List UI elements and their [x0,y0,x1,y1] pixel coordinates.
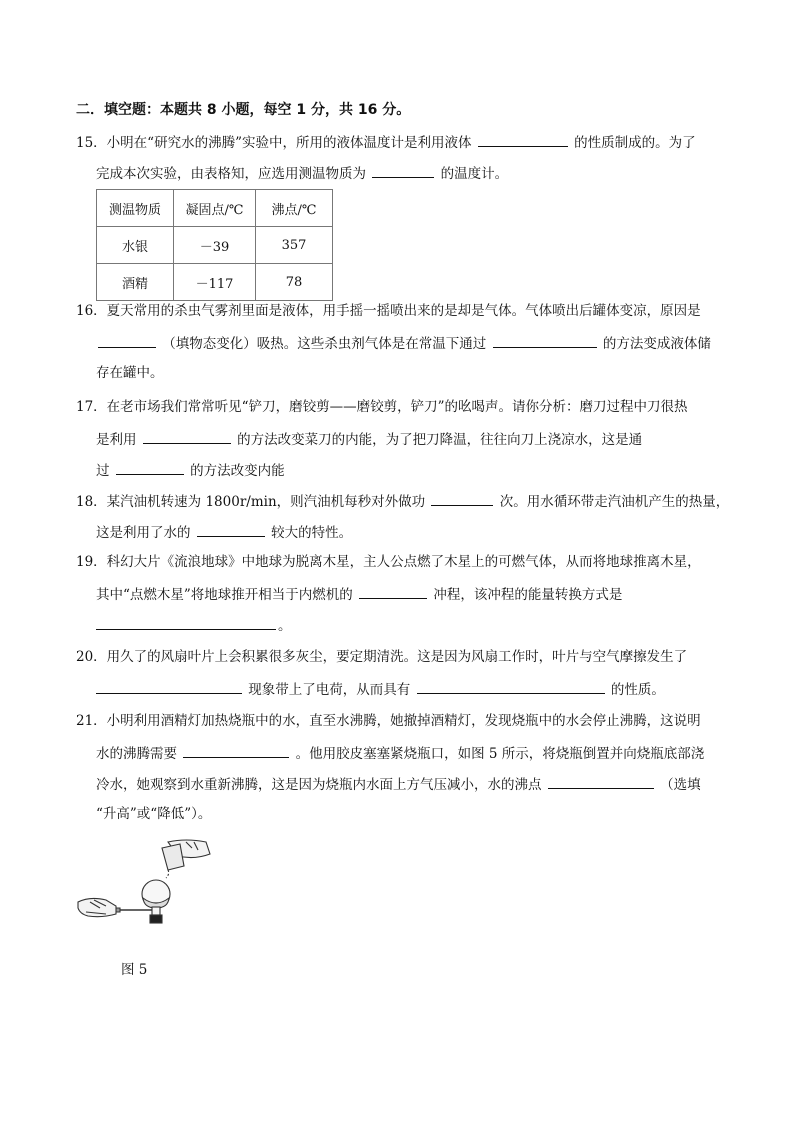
q20-line-1: 20．用久了的风扇叶片上会积累很多灰尘，要定期清洗。这是因为风扇工作时，叶片与空气摩擦发生了 [76,649,688,665]
q17-line-1: 17．在老市场我们常常听见“铲刀，磨铰剪——磨铰剪，铲刀”的吆喝声。请你分析：磨刀过程中刀很热 [76,399,688,415]
q18-text: 这是利用了水的 [96,525,191,541]
q16-blank-2[interactable] [493,333,597,348]
q20-line-2 [96,679,665,699]
flask-experiment-illustration [76,836,236,946]
q18-blank-1[interactable] [431,491,493,506]
q16-blank-1[interactable] [98,333,156,348]
q21-text: 冷水，她观察到水重新沸腾，这是因为烧瓶内水面上方气压减小，水的沸点 [96,777,542,793]
q19-text: 其中“点燃木星”将地球推开相当于内燃机的 [96,587,353,603]
q16-text: 的方法变成液体储 [602,336,711,352]
q16-text: （填物态变化）吸热。这些杀虫剂气体是在常温下通过 [162,336,487,352]
q19-line-1: 19．科幻大片《流浪地球》中地球为脱离木星，主人公点燃了木星上的可燃气体，从而将地球推离木星， [76,554,701,570]
q15-text: 的温度计。 [440,166,509,182]
q20-text: 的性质。 [610,682,665,698]
q21-line-3 [96,774,701,794]
q16-line-1: 16．夏天常用的杀虫气雾剂里面是液体，用手摇一摇喷出来的是却是气体。气体喷出后罐体变凉，原因是 [76,303,701,319]
table-cell: 357 [256,227,333,264]
thermometer-table [96,189,333,301]
q17-text: 是利用 [96,432,137,448]
table-row [97,264,333,301]
table-cell: 78 [256,264,333,301]
table-cell: －39 [174,227,256,264]
q21-text: 。他用胶皮塞塞紧烧瓶口，如图 5 所示，将烧瓶倒置并向烧瓶底部浇 [295,746,705,762]
q17-line-2 [96,429,642,449]
q19-line-3 [96,615,292,635]
table-header-cell: 凝固点/℃ [174,190,256,227]
q15-blank-1[interactable] [478,132,568,147]
q17-line-3 [96,460,285,480]
q18-blank-2[interactable] [197,522,265,537]
q19-text: 冲程，该冲程的能量转换方式是 [433,587,623,603]
q17-text: 的方法改变菜刀的内能，为了把刀降温，往往向刀上浇凉水，这是通 [237,432,643,448]
table-header-row [97,190,333,227]
q15-blank-2[interactable] [372,163,434,178]
q21-line-1: 21．小明利用酒精灯加热烧瓶中的水，直至水沸腾，她撤掉酒精灯，发现烧瓶中的水会停止沸腾，这说明 [76,713,701,729]
q15-text: 15．小明在“研究水的沸腾”实验中，所用的液体温度计是利用液体 [76,135,472,151]
q18-line-1 [76,491,729,511]
q20-text: 现象带上了电荷，从而具有 [248,682,411,698]
table-row [97,227,333,264]
q19-blank-2[interactable] [96,615,276,630]
q21-blank-2[interactable] [548,774,654,789]
q20-blank-1[interactable] [96,679,242,694]
q19-blank-1[interactable] [359,584,427,599]
q21-line-2 [96,743,704,763]
q15-text: 完成本次实验，由表格知，应选用测温物质为 [96,166,366,182]
q16-line-3: 存在罐中。 [96,365,164,381]
q18-line-2 [96,522,352,542]
q17-text: 的方法改变内能 [190,463,285,479]
q18-text: 较大的特性。 [271,525,353,541]
table-cell: 酒精 [97,264,174,301]
q21-blank-1[interactable] [183,743,289,758]
table-cell: 水银 [97,227,174,264]
q18-text: 18．某汽油机转速为 1800r/min，则汽油机每秒对外做功 [76,494,426,510]
section-title: 二．填空题：本题共 8 小题，每空 1 分，共 16 分。 [76,102,411,118]
q19-line-2 [96,584,622,604]
q17-blank-2[interactable] [116,460,184,475]
q21-text: （选填 [660,777,701,793]
table-header-cell: 测温物质 [97,190,174,227]
table-header-cell: 沸点/℃ [256,190,333,227]
figure-caption: 图 5 [121,962,148,978]
q15-text: 的性质制成的。为了 [574,135,696,151]
q17-text: 过 [96,463,110,479]
q19-text: 。 [278,618,292,634]
q16-line-2 [96,333,711,353]
q15-line-2 [96,163,508,183]
q21-line-4: “升高”或“降低”）。 [96,806,212,822]
q17-blank-1[interactable] [143,429,231,444]
q21-text: 水的沸腾需要 [96,746,177,762]
q15-line-1 [76,132,696,152]
q20-blank-2[interactable] [417,679,605,694]
q18-text: 次。用水循环带走汽油机产生的热量， [499,494,730,510]
table-cell: －117 [174,264,256,301]
